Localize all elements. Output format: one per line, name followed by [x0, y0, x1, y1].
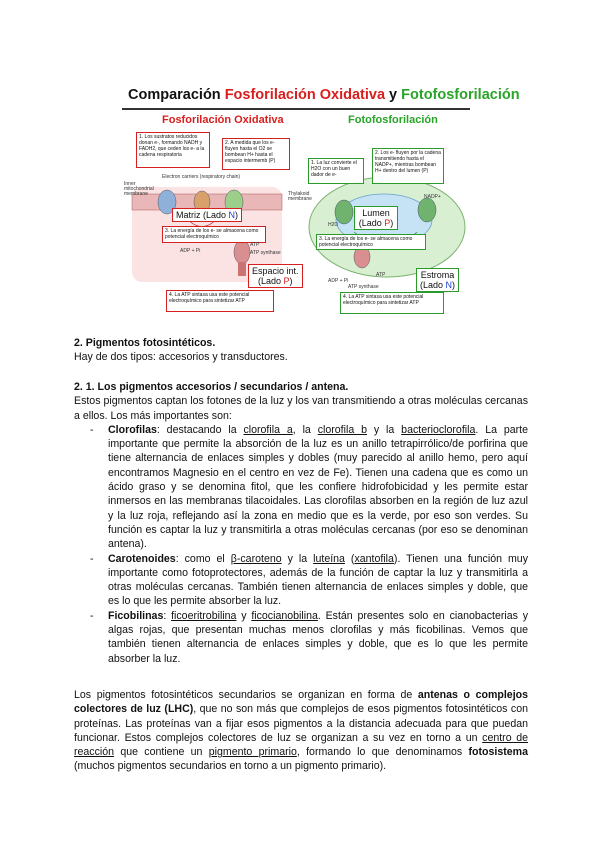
foto-h2o-label: H2O — [328, 222, 339, 228]
photosystem-b — [418, 198, 436, 222]
list-item-clorofilas: - Clorofilas: destacando la clorofila a, la clorofila b y la bacterioclorofila. La parte importante que permite la absorción de la luz es un anillo tetrapirrólico/de porfirina que tiene alternancia de enlaces simples y dobles (muy parecido al anillo hemo, pero aquí encontramos Magnesio en el centro en vez de Fe). Tienen una cadena que es como un ácido graso y se denomina fitol, que les confiere hidrofobicidad y les permite estar inmersos en las membranas tilacoidales. Las clorofilas absorben en la región de luz azul y la luz roja, reflejando así la zona en medio que es la verde, por eso son verdes. Su función es captar la luz y transmitirla a otras moléculas cercanas (por eso se denominan antena). — [90, 423, 529, 551]
ox-step2-box: 2. A medida que los e- fluyen hasta el O2 se bombean H+ hasta el espacio intermemb (P) — [222, 138, 290, 170]
photosystem-a — [335, 200, 353, 224]
pigment-list — [74, 423, 528, 666]
foto-step4-box: 4. La ATP sintasa usa este potencial electroquímico para sintetizar ATP — [340, 292, 444, 314]
thylakoid-label: Thylakoid membrane — [288, 191, 312, 202]
foto-adp-label: ADP + Pi — [328, 278, 349, 284]
foto-nadp-label: NADP+ — [424, 194, 441, 200]
ox-atp-label: ATP — [250, 242, 260, 248]
ox-synthase-label: ATP synthase — [250, 250, 281, 256]
ox-step3-box: 3. La energía de los e- se almacena como potencial electroquímico — [162, 226, 266, 243]
ox-adp-label: ADP + Pi — [180, 248, 201, 254]
list-item-ficobilinas: - Ficobilinas: ficoeritrobilina y ficocianobilina. Están presentes solo en cianobacterias y algas rojas, que presentan muchas menos clorofilas y más ficobilinas. Vemos que también tienen alternancia de enlaces simples y doble, que es lo que les permite absorber la luz. — [90, 609, 528, 665]
ox-inner-membrane-label: Inner mitochondrial membrane — [124, 181, 154, 197]
matriz-label: Matriz (Lado N) — [172, 208, 242, 222]
ox-heading: Fosforilación Oxidativa — [162, 114, 284, 126]
foto-step1-box: 1. La luz convierte el H2O con un buen dador de e- — [308, 158, 364, 184]
section-2-1 — [74, 380, 528, 666]
foto-atp-label: ATP — [376, 272, 386, 278]
foto-step2-box: 2. Los e- fluyen por la cadena transmitiendo hasta el NADP+, mientras bombean H+ dentro del lumen (P) — [372, 148, 444, 184]
section-2-1-intro: Estos pigmentos captan los fotones de la luz y los van transmitiendo a otras moléculas cercanas a ellos. Los más importantes son: — [74, 395, 528, 422]
lumen-label: Lumen (Lado P) — [354, 206, 398, 230]
foto-heading: Fotofosforilación — [348, 114, 438, 126]
ox-step1-box: 1. Los sustratos reducidos donan e-, formando NADH y FADH2, que ceden los e- a la cadena respiratoria — [136, 132, 210, 168]
section-2 — [74, 336, 528, 365]
ox-step4-box: 4. La ATP sintasa usa este potencial electroquímico para sintetizar ATP — [166, 290, 274, 312]
ox-synthase-stalk — [238, 262, 246, 276]
section-2-1-heading: 2. 1. Los pigmentos accesorios / secundarios / antena. — [74, 381, 349, 393]
estroma-label: Estroma (Lado N) — [416, 268, 459, 292]
section-2-heading: 2. Pigmentos fotosintéticos. — [74, 337, 216, 349]
ox-carrier-label: Electron carriers (respiratory chain) — [162, 174, 241, 180]
comparison-figure — [122, 82, 520, 326]
section-2-intro: Hay de dos tipos: accesorios y transductores. — [74, 351, 288, 364]
espacio-label: Espacio int. (Lado P) — [248, 264, 303, 288]
closing-paragraph-block — [74, 688, 528, 774]
ox-atp-synthase — [234, 240, 250, 264]
figure-title: Comparación Fosforilación Oxidativa y Fotofosforilación — [122, 82, 470, 110]
closing-paragraph: Los pigmentos fotosintéticos secundarios se organizan en forma de antenas o complejos colectores de luz (LHC), que no son más que complejos de esos pigmentos fotosintéticos con proteínas. Las proteínas van a fijar esos pigmentos a la distancia adecuada para que puedan funcionar. Estos complejos colectores de luz se organizan a su vez en torno a un centro de reacción que contiene un pigmento primario, formando lo que denominamos fotosistema (muchos pigmentos secundarios en torno a un pigmento primario). — [74, 689, 529, 773]
foto-step3-box: 3. La energía de los e- se almacena como potencial electroquímico — [316, 234, 426, 250]
foto-synthase-label: ATP synthase — [348, 284, 379, 290]
list-item-carotenoides: - Carotenoides: como el β-caroteno y la luteína (xantofila). Tienen una función muy importante como fotoprotectores, además de la función de captar la luz y transmitirla a otras moléculas cercanas. También tienen alternancia de enlaces simples y doble, que es lo que les permite absorber la luz. — [90, 552, 528, 608]
